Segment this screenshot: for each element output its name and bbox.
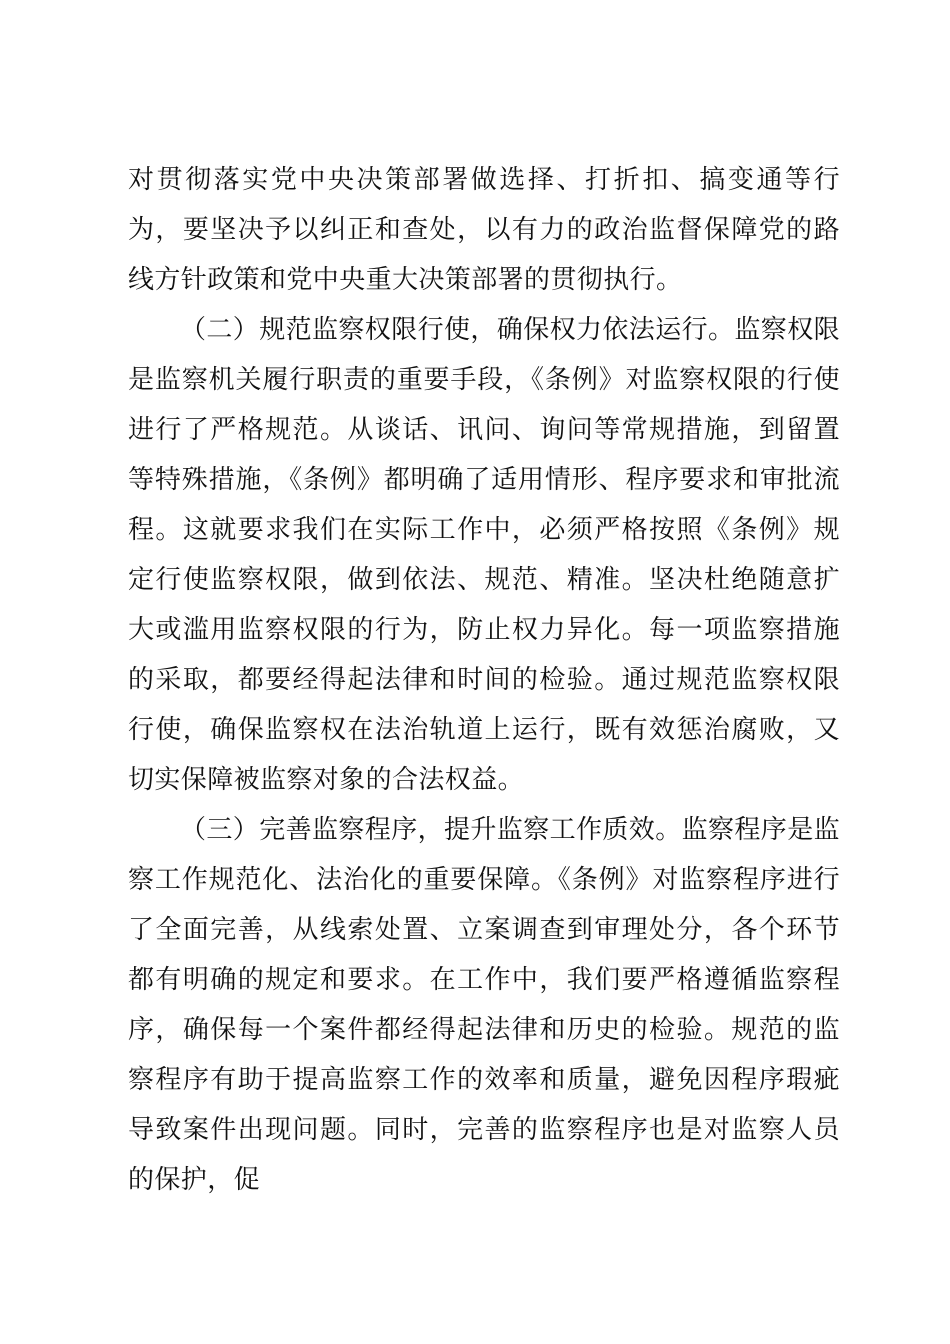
body-text [128,155,840,1205]
paragraph-continuation: 对贯彻落实党中央决策部署做选择、打折扣、搞变通等行为，要坚决予以纠正和查处，以有力的政治监督保障党的路线方针政策和党中央重大决策部署的贯彻执行。 [128,165,840,295]
paragraph-section-2: （二）规范监察权限行使，确保权力依法运行。监察权限是监察机关履行职责的重要手段，《条例》对监察权限的行使进行了严格规范。从谈话、讯问、询问等常规措施，到留置等特殊措施，《条例》都明确了适用情形、程序要求和审批流程。这就要求我们在实际工作中，必须严格按照《条例》规定行使监察权限，做到依法、规范、精准。坚决杜绝随意扩大或滥用监察权限的行为，防止权力异化。每一项监察措施的采取，都要经得起法律和时间的检验。通过规范监察权限行使，确保监察权在法治轨道上运行，既有效惩治腐败，又切实保障被监察对象的合法权益。 [128,315,841,795]
paragraph-section-3: （三）完善监察程序，提升监察工作质效。监察程序是监察工作规范化、法治化的重要保障。《条例》对监察程序进行了全面完善，从线索处置、立案调查到审理处分，各个环节都有明确的规定和要求。在工作中，我们要严格遵循监察程序，确保每一个案件都经得起法律和历史的检验。规范的监察程序有助于提高监察工作的效率和质量，避免因程序瑕疵导致案件出现问题。同时，完善的监察程序也是对监察人员的保护，促 [128,815,841,1195]
